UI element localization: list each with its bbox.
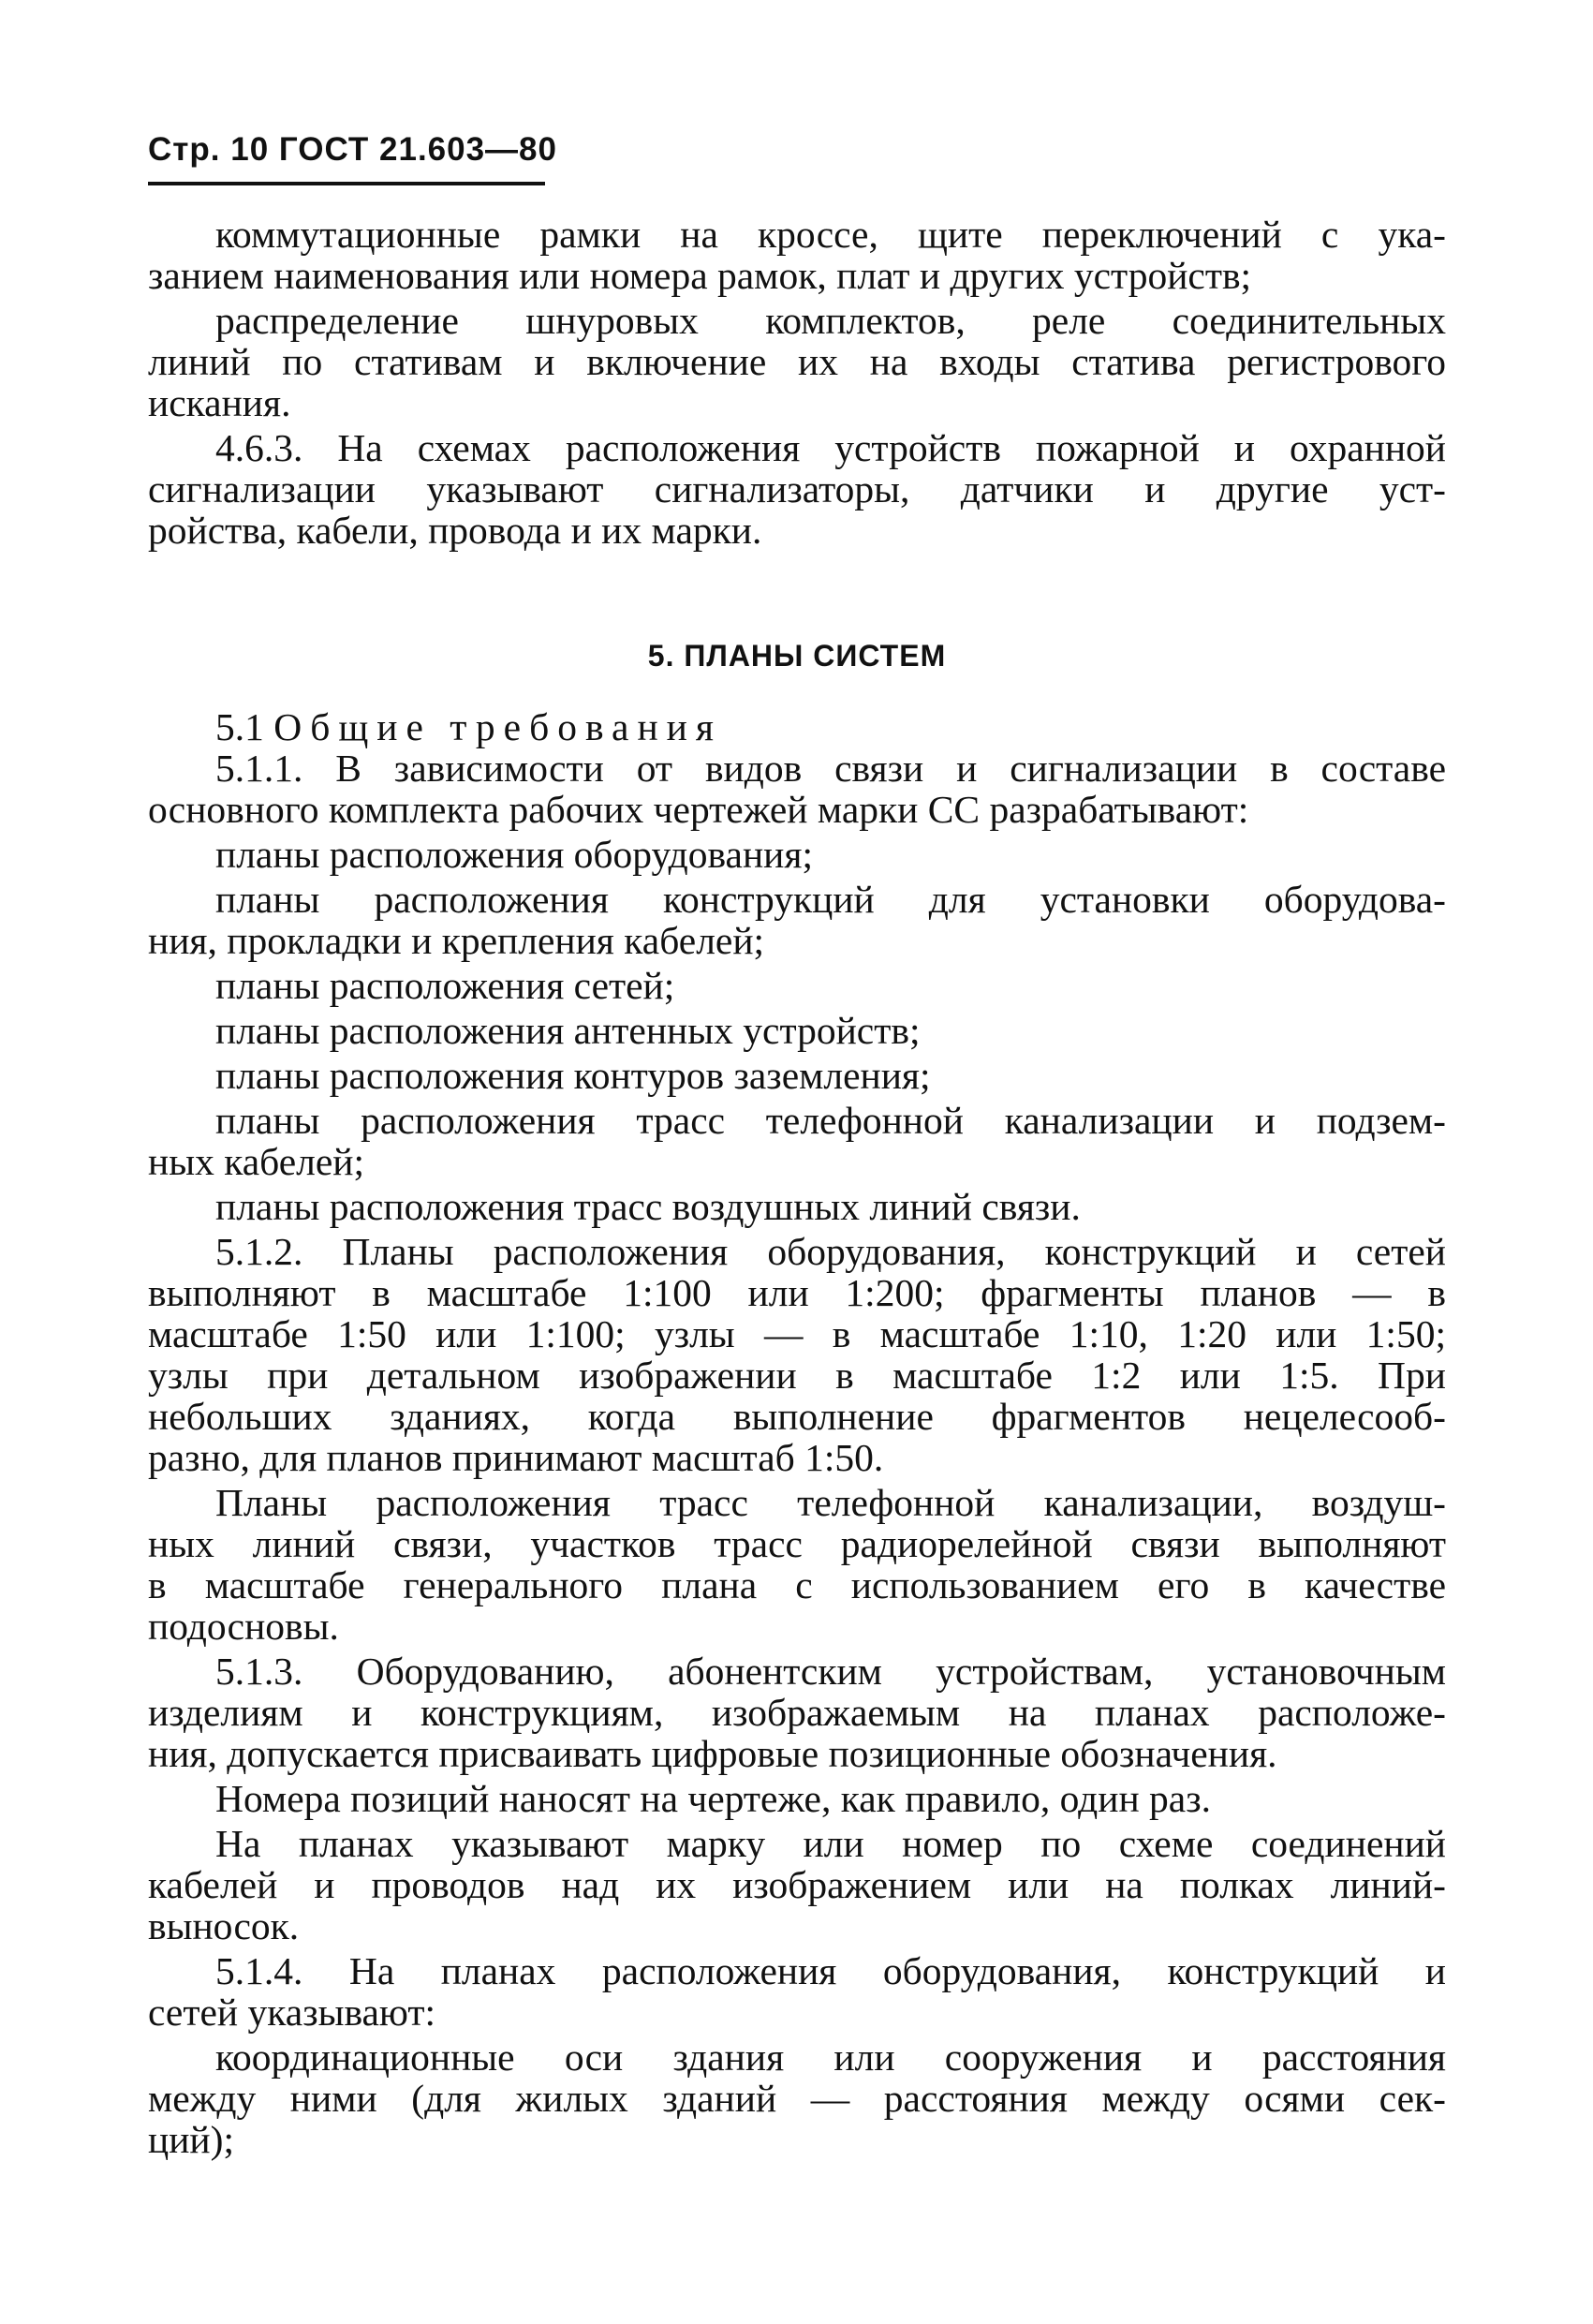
paragraph [148,1950,1446,2033]
text-line: выполняют в масштабе 1:100 или 1:200; фрагменты планов — в [148,1271,1446,1314]
text-line: Номера позиций наносят на чертеже, как правило, один раз. [215,1777,1211,1820]
text-line: между ними (для жилых зданий — расстояния между осями сек- [148,2077,1446,2120]
text-line: распределение шнуровых комплектов, реле соединительных [215,299,1446,342]
text-line: сигнализации указывают сигнализаторы, датчики и другие уст- [148,467,1446,511]
text-line: На планах указывают марку или номер по схеме соединений [215,1822,1446,1865]
text-line: планы расположения конструкций для установки оборудова- [215,878,1446,921]
paragraph [148,1186,1446,1227]
header-rule [148,182,545,185]
text-line: ния, прокладки и крепления кабелей; [148,919,765,962]
subsection-title: Общие требования [273,705,722,748]
paragraph [148,834,1446,875]
text-line: разно, для планов принимают масштаб 1:50. [148,1436,884,1479]
text-line: масштабе 1:50 или 1:100; узлы — в масштабе 1:10, 1:20 или 1:50; [148,1312,1446,1355]
paragraph [148,1010,1446,1051]
paragraph [148,879,1446,961]
text-line: Планы расположения трасс телефонной канализации, воздуш- [215,1481,1446,1524]
paragraph [148,1778,1446,1819]
subsection-heading [148,706,1446,748]
paragraph [148,2036,1446,2160]
pre-section-paragraphs [148,214,1446,551]
paragraph [148,1231,1446,1478]
paragraph [148,300,1446,423]
text-line: 5.1.4. На планах расположения оборудования, конструкций и [215,1949,1446,1992]
text-line: 5.1.2. Планы расположения оборудования, конструкций и сетей [215,1230,1446,1273]
text-line: 5.1.1. В зависимости от видов связи и сигнализации в составе [215,747,1446,790]
text-line: планы расположения оборудования; [215,833,813,876]
paragraph [148,214,1446,296]
paragraph [148,748,1446,830]
text-line: искания. [148,381,291,424]
paragraph [148,1650,1446,1774]
text-line: коммутационные рамки на кроссе, щите переключений с ука- [215,213,1446,256]
text-line: небольших зданиях, когда выполнение фрагментов нецелесооб- [148,1395,1446,1438]
section-title: 5. ПЛАНЫ СИСТЕМ [647,639,947,673]
paragraph [148,1482,1446,1647]
text-line: сетей указывают: [148,1991,436,2034]
text-line: занием наименования или номера рамок, плат и других устройств; [148,254,1252,297]
text-line: линий по стативам и включение их на входы статива регистрового [148,340,1446,383]
paragraph [148,1823,1446,1947]
paragraph [148,427,1446,551]
text-line: подосновы. [148,1605,339,1648]
paragraph [148,1055,1446,1096]
text-line: ных кабелей; [148,1140,365,1183]
text-line: координационные оси здания или сооружения и расстояния [215,2035,1446,2079]
paragraph [148,1100,1446,1182]
section-paragraphs [148,748,1446,2160]
text-line: кабелей и проводов над их изображением или на полках линий- [148,1863,1446,1906]
text-line: ния, допускается присваивать цифровые позиционные обозначения. [148,1732,1277,1775]
text-line: узлы при детальном изображении в масштабе 1:2 или 1:5. При [148,1354,1446,1397]
subsection-number: 5.1 [215,705,264,748]
text-line: ных линий связи, участков трасс радиорелейной связи выполняют [148,1522,1446,1565]
document-body [148,214,1446,2164]
text-line: планы расположения трасс воздушных линий связи. [215,1185,1081,1228]
text-line: в масштабе генерального плана с использованием его в качестве [148,1563,1446,1606]
text-line: ройства, кабели, провода и их марки. [148,509,762,552]
page-header: Стр. 10 ГОСТ 21.603—80 [148,131,557,168]
text-line: планы расположения трасс телефонной канализации и подзем- [215,1099,1446,1142]
text-line: изделиям и конструкциям, изображаемым на планах расположе- [148,1691,1446,1734]
text-line: планы расположения контуров заземления; [215,1054,931,1097]
text-line: основного комплекта рабочих чертежей марки СС разрабатывают: [148,788,1249,831]
text-line: планы расположения антенных устройств; [215,1009,921,1052]
text-line: 4.6.3. На схемах расположения устройств пожарной и охранной [215,426,1446,469]
text-line: планы расположения сетей; [215,964,675,1007]
text-line: ций); [148,2118,234,2161]
paragraph [148,965,1446,1006]
text-line: 5.1.3. Оборудованию, абонентским устройствам, установочным [215,1650,1446,1693]
text-line: выносок. [148,1904,300,1947]
